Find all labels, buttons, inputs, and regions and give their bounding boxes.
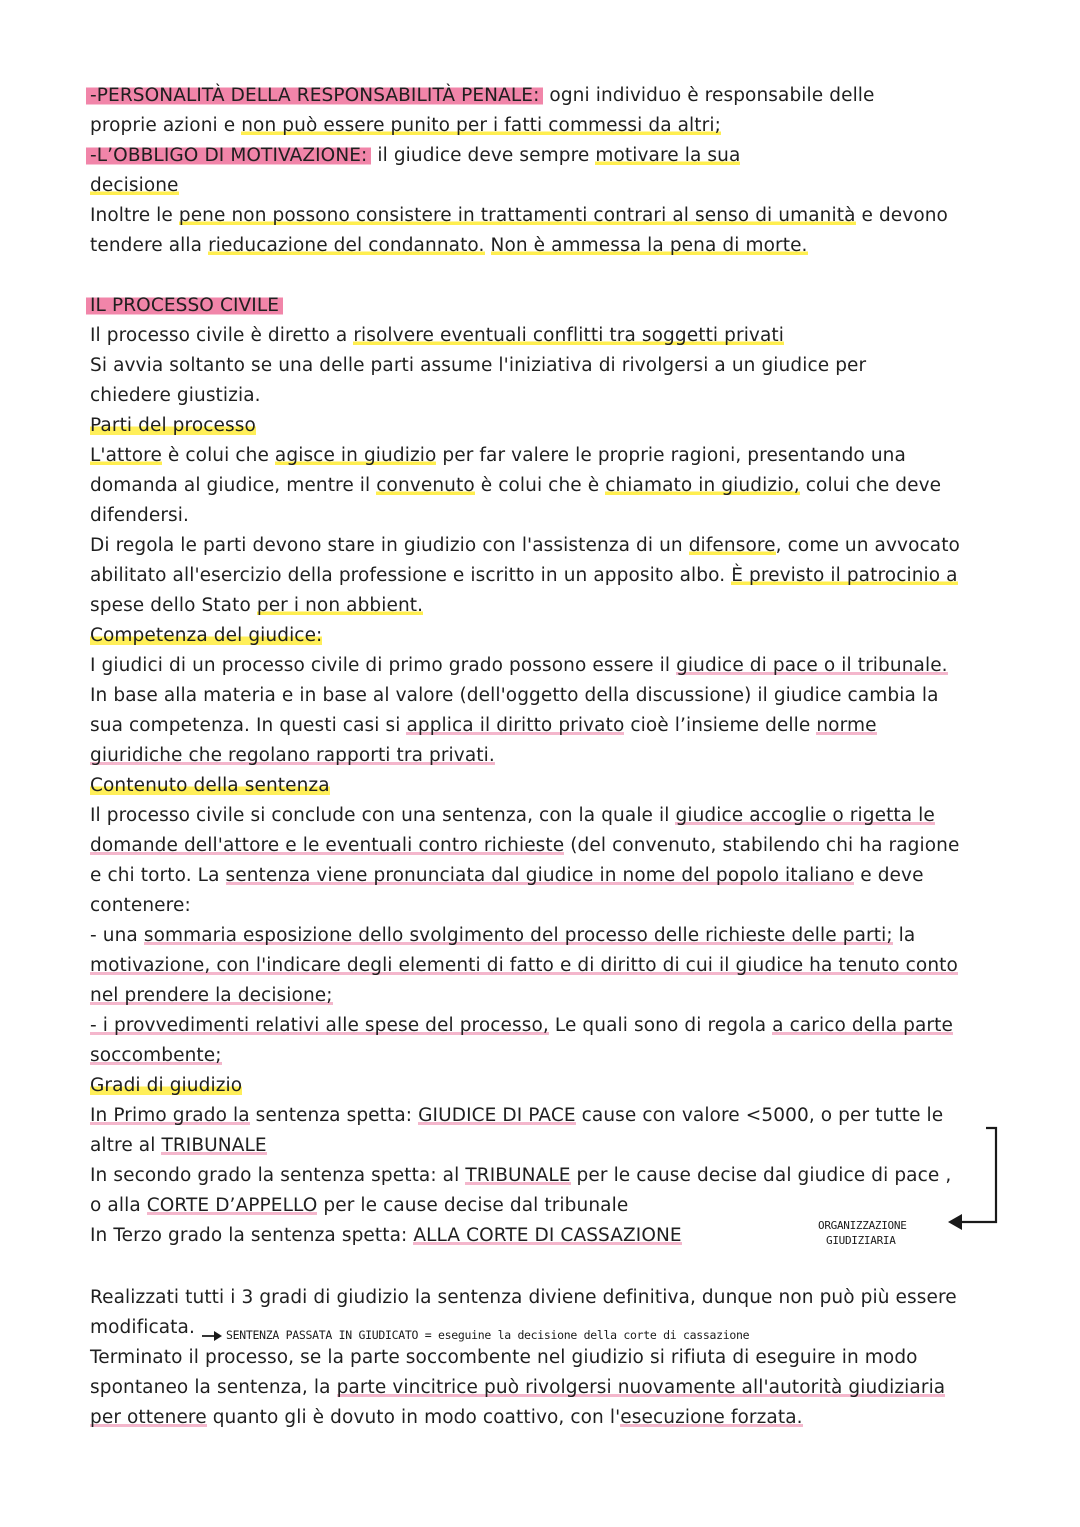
text-span: motivare la sua [595, 145, 741, 166]
annotation-sentenza-passata: SENTENZA PASSATA IN GIUDICATO = eseguine la decisione della corte di cassazione [226, 1328, 750, 1342]
text-span: e deve [854, 865, 924, 886]
text-span: per le cause decise dal giudice di pace , [570, 1165, 952, 1186]
text-span: esecuzione forzata. [620, 1407, 803, 1428]
highlighted-heading: IL PROCESSO CIVILE [86, 295, 283, 316]
text-span: a carico della parte [772, 1015, 953, 1036]
text-line [90, 713, 877, 739]
text-span: motivazione, con l'indicare degli elementi di fatto e di diritto di cui il giudice ha tenuto conto [90, 955, 958, 976]
text-span: - una [90, 925, 144, 946]
text-line [90, 503, 189, 529]
text-line [90, 773, 330, 799]
text-span: cause con valore <5000, o per tutte le [575, 1105, 944, 1126]
text-span: sentenza spetta: [249, 1105, 419, 1126]
text-span: Realizzati tutti i 3 gradi di giudizio la sentenza diviene definitiva, dunque non può più essere [90, 1287, 957, 1308]
text-line [90, 893, 191, 919]
text-span: per ottenere [90, 1407, 207, 1428]
text-span: In Primo grado la [90, 1105, 250, 1126]
text-line [90, 323, 784, 349]
text-line [90, 353, 866, 379]
text-span: Di regola le parti devono stare in giudizio con l'assistenza di un [90, 535, 689, 556]
text-span: Le quali sono di regola [548, 1015, 773, 1036]
text-span: chiedere giustizia. [90, 385, 261, 406]
text-line [90, 443, 906, 469]
text-span: colui che deve [799, 475, 942, 496]
text-span: la [892, 925, 916, 946]
text-span: I giudici di un processo civile di primo grado possono essere il [90, 655, 677, 676]
text-span: difendersi. [90, 505, 189, 526]
text-span: CORTE D’APPELLO [146, 1195, 318, 1216]
text-span: è colui che [161, 445, 275, 466]
text-span: il giudice deve sempre [371, 145, 596, 166]
text-span: Il processo civile è diretto a [90, 325, 354, 346]
text-line [90, 83, 875, 109]
highlighted-heading: Competenza del giudice: [90, 625, 323, 646]
text-span: Inoltre le [90, 205, 179, 226]
text-span: tendere alla [90, 235, 209, 256]
text-span: In secondo grado la sentenza spetta: al [90, 1165, 466, 1186]
text-span: TRIBUNALE [465, 1165, 571, 1186]
text-span: L'attore [90, 445, 162, 466]
text-line [90, 953, 958, 979]
text-span: Terminato il processo, se la parte soccombente nel giudizio si rifiuta di eseguire in modo [90, 1347, 918, 1368]
text-span: Non è ammessa la pena di morte. [490, 235, 808, 256]
text-line [90, 863, 924, 889]
text-span: risolvere eventuali conflitti tra soggetti privati [353, 325, 785, 346]
text-span: giuridiche che regolano rapporti tra privati. [90, 745, 495, 766]
text-line [90, 833, 959, 859]
text-span: (del convenuto, stabilendo chi ha ragione [564, 835, 960, 856]
text-span: GIUDICE DI PACE [418, 1105, 576, 1126]
text-span: In Terzo grado la sentenza spetta: [90, 1225, 414, 1246]
highlighted-heading: Gradi di giudizio [90, 1075, 243, 1096]
text-span: e devono [855, 205, 948, 226]
text-span: nel prendere la decisione; [90, 985, 333, 1006]
text-line [90, 743, 495, 769]
text-span: sentenza viene pronunciata dal giudice in nome del popolo italiano [225, 865, 855, 886]
text-span: parte vincitrice può rivolgersi nuovamente all'autorità giudiziaria [336, 1377, 946, 1398]
text-line [90, 1345, 918, 1371]
text-span: chiamato in giudizio, [605, 475, 800, 496]
text-span: ogni individuo è responsabile delle [543, 85, 875, 106]
text-span: , come un avvocato [775, 535, 960, 556]
text-span: Il processo civile si conclude con una sentenza, con la quale il [90, 805, 676, 826]
text-span: domanda al giudice, mentre il [90, 475, 377, 496]
text-line [90, 653, 948, 679]
text-span: altre al [90, 1135, 162, 1156]
text-line [90, 1193, 628, 1219]
text-line [90, 383, 261, 409]
text-line [90, 1013, 953, 1039]
highlighted-heading: -PERSONALITÀ DELLA RESPONSABILITÀ PENALE: [86, 85, 543, 106]
text-span: contenere: [90, 895, 191, 916]
text-line [90, 533, 960, 559]
text-line [90, 1043, 222, 1069]
text-span: soccombente; [90, 1045, 222, 1066]
highlighted-heading: Contenuto della sentenza [90, 775, 330, 796]
annotation-organizzazione: ORGANIZZAZIONE [818, 1219, 907, 1232]
text-line [90, 1223, 682, 1249]
text-span: norme [816, 715, 877, 736]
text-span: pene non possono consistere in trattamenti contrari al senso di umanità [178, 205, 856, 226]
highlighted-heading: -L’OBBLIGO DI MOTIVAZIONE: [86, 145, 371, 166]
text-span: decisione [90, 175, 179, 196]
text-span: quanto gli è dovuto in modo coattivo, con l' [206, 1407, 621, 1428]
text-span: giudice di pace o il tribunale. [676, 655, 948, 676]
text-span: modificata. [90, 1317, 195, 1338]
text-span: non può essere punito per i fatti commessi da altri; [241, 115, 721, 136]
text-line [90, 803, 935, 829]
text-line [90, 1133, 267, 1159]
text-span: per i non abbient. [256, 595, 424, 616]
text-line [90, 593, 423, 619]
text-line [90, 413, 256, 439]
text-line [90, 113, 721, 139]
text-line [90, 623, 322, 649]
text-span: spese dello Stato [90, 595, 257, 616]
text-span: e chi torto. La [90, 865, 226, 886]
text-line [90, 923, 915, 949]
text-span: È previsto il patrocinio a [731, 565, 958, 586]
text-line [90, 1405, 803, 1431]
text-span: - i provvedimenti relativi alle spese del processo, [90, 1015, 549, 1036]
text-line [90, 293, 283, 319]
text-span: giudice accoglie o rigetta le [675, 805, 935, 826]
text-line [90, 683, 939, 709]
text-span: sommaria esposizione dello svolgimento del processo delle richieste delle parti; [143, 925, 893, 946]
text-line [90, 203, 948, 229]
text-span: agisce in giudizio [274, 445, 437, 466]
text-span: è colui che è [474, 475, 606, 496]
text-line [90, 1163, 951, 1189]
text-span: per le cause decise dal tribunale [317, 1195, 629, 1216]
text-span [485, 235, 491, 256]
highlighted-heading: Parti del processo [90, 415, 256, 436]
text-span: spontaneo la sentenza, la [90, 1377, 337, 1398]
text-span: cioè l’insieme delle [624, 715, 817, 736]
text-span: In base alla materia e in base al valore (dell'oggetto della discussione) il giudice cambia la [90, 685, 939, 706]
text-span: Si avvia soltanto se una delle parti assume l'iniziativa di rivolgersi a un giudice per [90, 355, 867, 376]
text-line [90, 143, 740, 169]
text-span: proprie azioni e [90, 115, 242, 136]
text-span: difensore [688, 535, 776, 556]
text-span: sua competenza. In questi casi si [90, 715, 407, 736]
text-line [90, 1073, 242, 1099]
text-line [90, 1315, 195, 1341]
text-span: ALLA CORTE DI CASSAZIONE [413, 1225, 682, 1246]
annotation-giudiziaria: GIUDIZIARIA [826, 1234, 896, 1247]
text-span: domande dell'attore e le eventuali contro richieste [90, 835, 565, 856]
text-line [90, 1375, 945, 1401]
text-line [90, 1103, 943, 1129]
text-span: convenuto [376, 475, 475, 496]
text-line [90, 233, 808, 259]
text-span: abilitato all'esercizio della professione e iscritto in un apposito albo. [90, 565, 732, 586]
text-line [90, 983, 333, 1009]
text-span: o alla [90, 1195, 147, 1216]
text-span: applica il diritto privato [406, 715, 625, 736]
text-line [90, 563, 958, 589]
text-line [90, 173, 179, 199]
text-line [90, 1285, 957, 1311]
text-line [90, 473, 941, 499]
text-span: rieducazione del condannato. [208, 235, 485, 256]
text-span: per far valere le proprie ragioni, presentando una [436, 445, 906, 466]
text-span: TRIBUNALE [161, 1135, 267, 1156]
